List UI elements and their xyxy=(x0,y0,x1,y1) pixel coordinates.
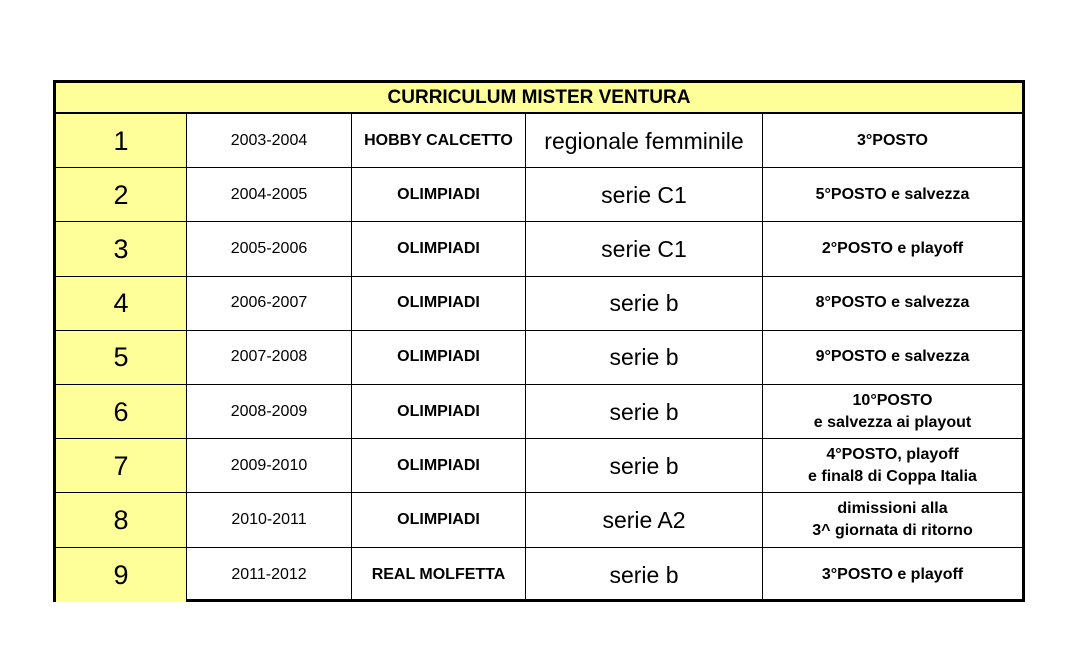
season-cell: 2006-2007 xyxy=(187,277,352,330)
league-cell: serie C1 xyxy=(526,222,763,275)
table-row xyxy=(56,493,1022,547)
table-row xyxy=(56,439,1022,493)
league-cell: serie C1 xyxy=(526,168,763,221)
season-cell: 2003-2004 xyxy=(187,114,352,167)
result-cell: 4°POSTO, playoff e final8 di Coppa Italia xyxy=(808,445,977,485)
row-number: 3 xyxy=(56,222,187,275)
team-cell: OLIMPIADI xyxy=(352,385,526,438)
row-number: 7 xyxy=(56,439,187,492)
curriculum-table xyxy=(53,80,1025,602)
team-cell: OLIMPIADI xyxy=(352,439,526,492)
league-cell: regionale femminile xyxy=(526,114,763,167)
result-cell: 2°POSTO e playoff xyxy=(821,239,964,257)
team-cell: OLIMPIADI xyxy=(352,168,526,221)
row-number: 6 xyxy=(56,385,187,438)
league-cell: serie b xyxy=(526,548,763,602)
result-cell: 9°POSTO e salvezza xyxy=(815,348,970,366)
league-cell: serie A2 xyxy=(526,493,763,546)
table-title: CURRICULUM MISTER VENTURA xyxy=(56,83,1022,114)
result-cell: 3°POSTO e playoff xyxy=(821,565,964,583)
row-number: 8 xyxy=(56,493,187,546)
row-number: 4 xyxy=(56,277,187,330)
team-cell: OLIMPIADI xyxy=(352,331,526,384)
league-cell: serie b xyxy=(526,385,763,438)
season-cell: 2010-2011 xyxy=(187,493,352,546)
league-cell: serie b xyxy=(526,277,763,330)
team-cell: HOBBY CALCETTO xyxy=(352,114,526,167)
row-number: 9 xyxy=(56,548,187,602)
season-cell: 2011-2012 xyxy=(187,548,352,602)
table-row xyxy=(56,114,1022,168)
row-number: 1 xyxy=(56,114,187,167)
season-cell: 2007-2008 xyxy=(187,331,352,384)
season-cell: 2008-2009 xyxy=(187,385,352,438)
result-cell: 3°POSTO xyxy=(856,131,928,149)
result-cell: 10°POSTO e salvezza ai playout xyxy=(813,391,972,431)
table-row xyxy=(56,168,1022,222)
team-cell: REAL MOLFETTA xyxy=(352,548,526,602)
league-cell: serie b xyxy=(526,439,763,492)
table-row xyxy=(56,548,1022,602)
season-cell: 2004-2005 xyxy=(187,168,352,221)
league-cell: serie b xyxy=(526,331,763,384)
table-row xyxy=(56,331,1022,385)
season-cell: 2005-2006 xyxy=(187,222,352,275)
season-cell: 2009-2010 xyxy=(187,439,352,492)
row-number: 2 xyxy=(56,168,187,221)
result-cell: dimissioni alla 3^ giornata di ritorno xyxy=(812,499,973,539)
team-cell: OLIMPIADI xyxy=(352,493,526,546)
table-row xyxy=(56,222,1022,276)
table-row xyxy=(56,385,1022,439)
team-cell: OLIMPIADI xyxy=(352,277,526,330)
result-cell: 5°POSTO e salvezza xyxy=(815,185,970,203)
team-cell: OLIMPIADI xyxy=(352,222,526,275)
result-cell: 8°POSTO e salvezza xyxy=(815,294,970,312)
table-row xyxy=(56,277,1022,331)
row-number: 5 xyxy=(56,331,187,384)
